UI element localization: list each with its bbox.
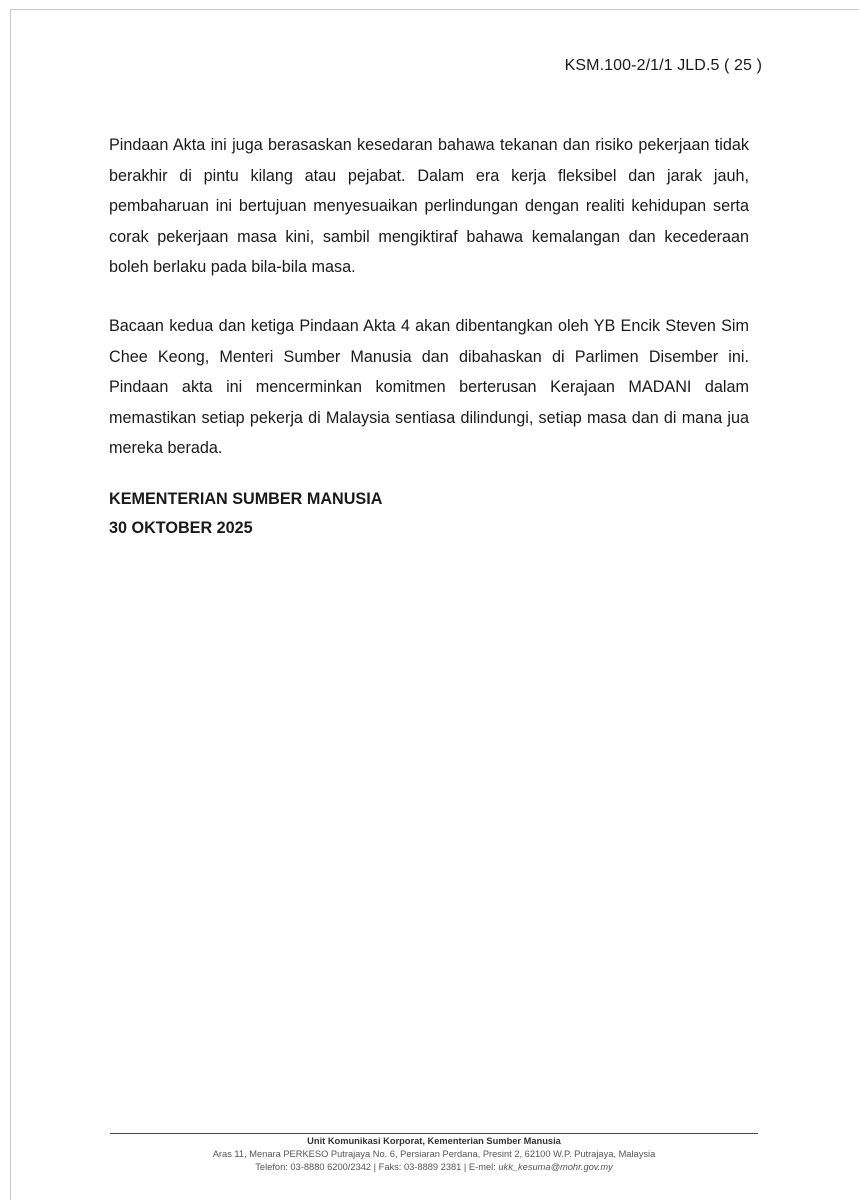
page-left-border (10, 9, 11, 1200)
footer-divider (110, 1133, 758, 1134)
reference-number: KSM.100-2/1/1 JLD.5 ( 25 ) (564, 57, 762, 74)
footer-email[interactable]: ukk_kesuma@mohr.gov.my (498, 1162, 613, 1172)
footer-contact (110, 1161, 758, 1174)
signature-organization: KEMENTERIAN SUMBER MANUSIA (109, 490, 383, 508)
paragraph-1: Pindaan Akta ini juga berasaskan kesedaran bahawa tekanan dan risiko pekerjaan tidak berakhir di pintu kilang atau pejabat. Dalam era kerja fleksibel dan jarak jauh, pembaharuan ini bertujuan menyesuaikan perlindungan dengan realiti kehidupan serta corak pekerjaan masa kini, sambil mengiktiraf bahawa kemalangan dan kecederaan boleh berlaku pada bila-bila masa. (109, 136, 749, 276)
footer (110, 1135, 758, 1174)
paragraph-2: Bacaan kedua dan ketiga Pindaan Akta 4 akan dibentangkan oleh YB Encik Steven Sim Chee Keong, Menteri Sumber Manusia dan dibahaskan di Parlimen Disember ini. Pindaan akta ini mencerminkan komitmen berterusan Kerajaan MADANI dalam memastikan setiap pekerja di Malaysia sentiasa dilindungi, setiap masa dan di mana jua mereka berada. (109, 317, 749, 457)
footer-title: Unit Komunikasi Korporat, Kementerian Sumber Manusia (307, 1136, 561, 1146)
footer-address: Aras 11, Menara PERKESO Putrajaya No. 6, Persiaran Perdana, Presint 2, 62100 W.P. Putrajaya, Malaysia (212, 1149, 656, 1159)
page-top-border (10, 9, 859, 10)
footer-contact-details: Telefon: 03-8880 6200/2342 | Faks: 03-8889 2381 | E-mel: (255, 1162, 499, 1172)
signature-date: 30 OKTOBER 2025 (109, 519, 253, 537)
